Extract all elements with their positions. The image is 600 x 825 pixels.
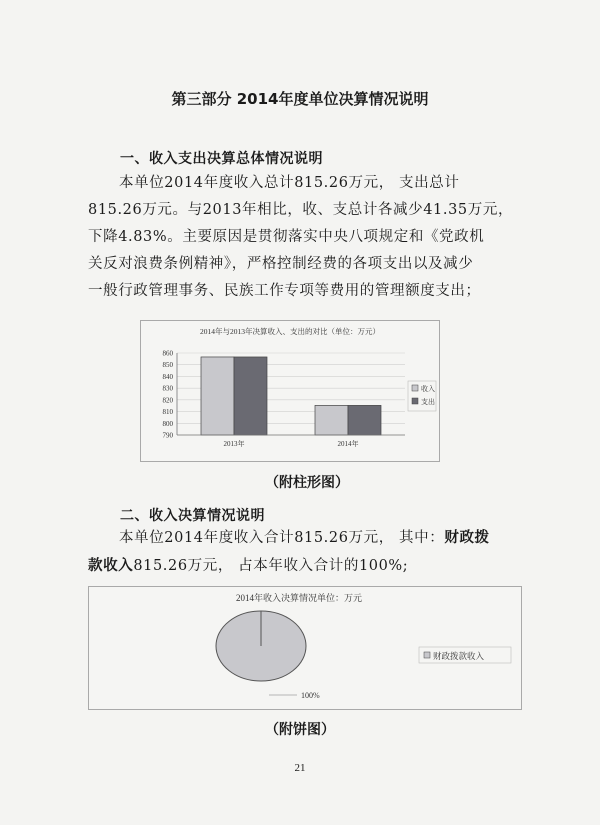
pie-chart-title: 2014年收入决算情况单位：万元	[235, 593, 363, 603]
section2-body	[88, 524, 528, 580]
section1-heading: 一、收入支出决算总体情况说明	[120, 151, 323, 167]
bar-income-0	[201, 357, 234, 435]
bar-y-tick-label: 810	[162, 408, 173, 417]
bar-y-tick-label: 790	[162, 431, 173, 440]
bar-y-tick-label: 830	[162, 384, 173, 393]
section1-line: 815.26万元。与2013年相比，收、支总计各减少41.35万元，	[88, 202, 514, 218]
bar-y-tick-label: 860	[162, 349, 173, 358]
bar-legend-label: 支出	[421, 398, 435, 406]
section2-heading: 二、收入决算情况说明	[120, 508, 265, 524]
bar-y-tick-label: 800	[162, 419, 173, 428]
bar-expense-1	[348, 405, 381, 435]
bar-x-tick-label: 2014年	[337, 440, 359, 448]
bar-chart	[141, 321, 439, 461]
bar-expense-0	[234, 357, 267, 435]
section1-line: 下降4.83%。主要原因是贯彻落实中央八项规定和《党政机	[88, 229, 485, 245]
pie-data-label: 100%	[301, 691, 320, 700]
section1-line: 一般行政管理事务、民族工作专项等费用的管理额度支出；	[88, 283, 481, 299]
bar-chart-frame	[140, 320, 440, 462]
section2-line2-bold: 款收入	[88, 557, 134, 574]
section1-body	[88, 170, 528, 305]
bar-x-tick-label: 2013年	[223, 440, 245, 448]
bar-y-tick-label: 840	[162, 372, 173, 381]
section2-line1-bold: 财政拨	[444, 529, 490, 546]
bar-income-1	[315, 405, 348, 435]
pie-legend-swatch	[424, 652, 430, 658]
bar-legend-swatch	[412, 385, 418, 391]
section1-line: 关反对浪费条例精神》，严格控制经费的各项支出以及减少	[88, 256, 474, 272]
bar-y-tick-label: 820	[162, 396, 173, 405]
section2-line1: 本单位2014年度收入合计815.26万元， 其中：	[119, 530, 445, 546]
bar-legend-swatch	[412, 398, 418, 404]
section2-line2: 815.26万元， 占本年收入合计的100%;	[133, 558, 409, 574]
pie-legend-label: 财政拨款收入	[433, 652, 485, 662]
page-title: 第三部分 2014年度单位决算情况说明	[171, 90, 429, 108]
page-number: 21	[294, 762, 306, 774]
bar-y-tick-label: 850	[162, 361, 173, 370]
bar-legend-label: 收入	[421, 385, 435, 393]
bar-chart-title: 2014年与2013年决算收入、支出的对比（单位：万元）	[200, 327, 380, 336]
pie-chart-frame	[88, 586, 522, 710]
pie-chart	[89, 587, 521, 709]
pie-chart-caption: （附饼图）	[265, 722, 335, 738]
bar-chart-caption: （附柱形图）	[265, 475, 349, 491]
section1-line: 本单位2014年度收入总计815.26万元， 支出总计	[119, 175, 460, 191]
